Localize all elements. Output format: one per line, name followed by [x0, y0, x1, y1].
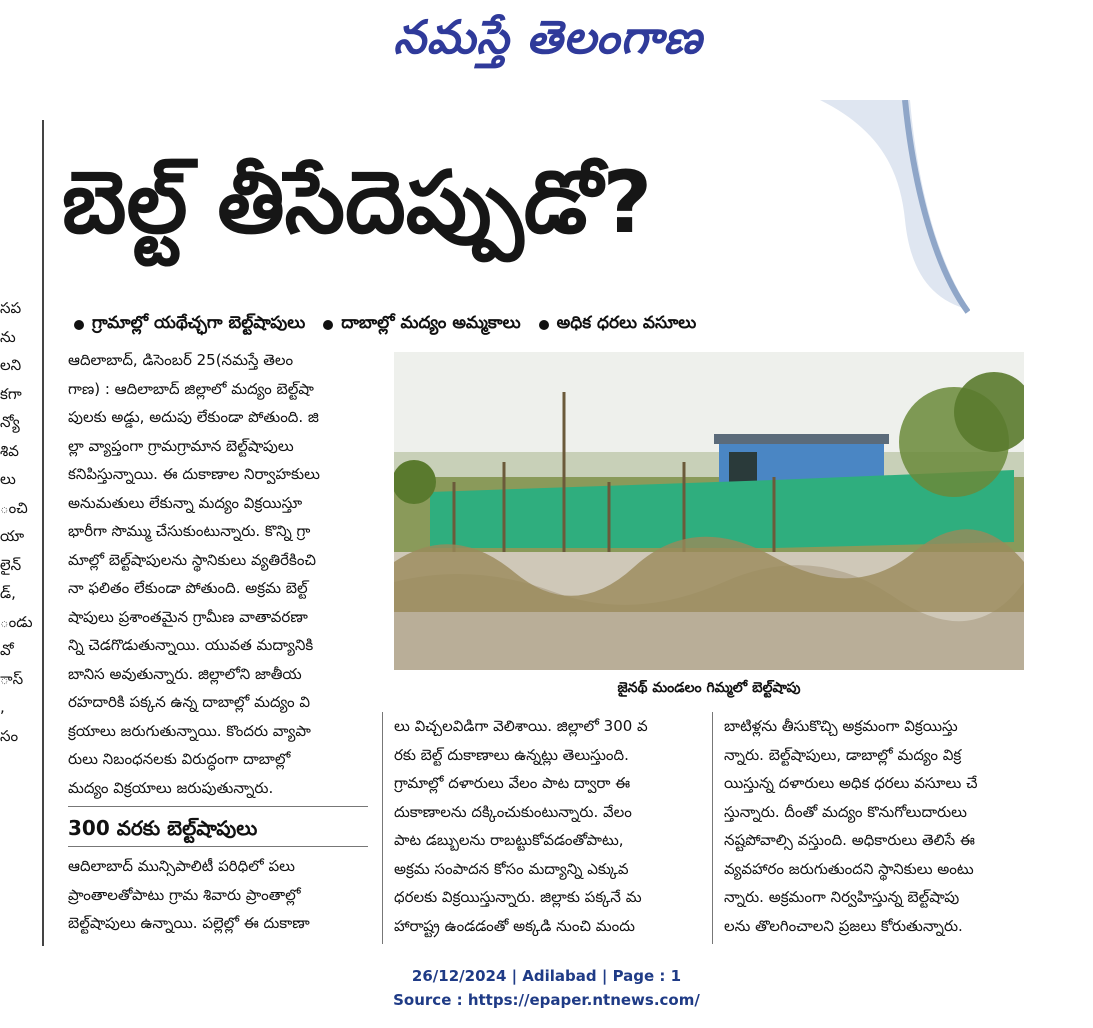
fragment-line: డ్,: [0, 584, 16, 602]
text-line: దుకాణాలను దక్కించుకుంటున్నారు. వేలం: [394, 802, 632, 821]
news-photo: [394, 352, 1024, 670]
article-column-3: [724, 712, 1024, 940]
text-line: బెల్ట్‌షాపులు ఉన్నాయి. పల్లెల్లో ఈ దుకాణా: [68, 914, 310, 932]
bullet-icon: [539, 320, 549, 330]
fragment-line: ాస్: [0, 669, 24, 688]
text-line: మద్యం విక్రయాలు జరుపుతున్నారు.: [68, 778, 274, 797]
text-line: బాటిళ్లను తీసుకొచ్చి అక్రమంగా విక్రయిస్తు: [724, 717, 958, 735]
text-line: న్ని చెడగొడుతున్నాయి. యువత మద్యానికి: [68, 636, 314, 654]
section-rule: [68, 846, 368, 847]
article-column-1: [68, 346, 368, 802]
subheadline-text: అధిక ధరలు వసూలు: [556, 313, 697, 333]
subheadline-item: [74, 313, 305, 337]
text-line: బానిస అవుతున్నారు. జిల్లాలోని జాతీయ: [68, 664, 302, 683]
text-line: లను తొలగించాలని ప్రజలు కోరుతున్నారు.: [724, 916, 963, 935]
text-line: హారాష్ట్ర ఉండడంతో అక్కడి నుంచి మందు: [394, 916, 635, 935]
fragment-line: ను: [0, 327, 16, 346]
text-line: లు విచ్చలవిడిగా వెలిశాయి. జిల్లాలో 300 వ: [394, 717, 648, 735]
footer-date-line: 26/12/2024 | Adilabad | Page : 1: [411, 967, 682, 985]
text-line: మాల్లో బెల్ట్‌షాపులను స్థానికులు వ్యతిరేకించి: [68, 550, 316, 569]
bullet-icon: [74, 320, 84, 330]
text-line: స్తున్నారు. దీంతో మద్యం కొనుగోలుదారులు: [724, 802, 967, 821]
subheadline-text: దాబాల్లో మద్యం అమ్మకాలు: [341, 313, 521, 333]
page-curl-graphic: [820, 100, 970, 320]
text-line: రకు బెల్ట్ దుకాణాలు ఉన్నట్లు తెలుస్తుంది.: [394, 745, 629, 764]
text-line: గ్రామాల్లో దళారులు వేలం పాట ద్వారా ఈ: [394, 774, 631, 792]
adjacent-column-fragment: [0, 294, 36, 944]
text-line: భారీగా సొమ్ము చేసుకుంటున్నారు. కొన్ని గ్రా: [68, 522, 311, 540]
fragment-line: లని: [0, 356, 22, 374]
text-line: రులు నిబంధనలకు విరుద్ధంగా దాబాల్లో: [68, 750, 291, 768]
fragment-line: సప: [0, 299, 22, 317]
section-heading: 300 వరకు బెల్ట్‌షాపులు: [68, 816, 258, 840]
fragment-line: వో: [0, 641, 14, 659]
text-line: ల్లా వ్యాప్తంగా గ్రామగ్రామాన బెల్ట్‌షాపులు: [68, 436, 294, 455]
fragment-line: సం: [0, 726, 19, 745]
fragment-line: లైన్: [0, 555, 22, 574]
bullet-icon: [323, 320, 333, 330]
photo-caption: జైనథ్ మండలం గిమ్మలో బెల్ట్‌షాపు: [617, 680, 801, 696]
text-line: న్నారు. బెల్ట్‌షాపులు, డాబాల్లో మద్యం విక్ర: [724, 745, 962, 764]
column-divider: [382, 712, 383, 944]
text-line: గాణ) : ఆదిలాబాద్ జిల్లాలో మద్యం బెల్ట్‌షా: [68, 379, 314, 398]
fragment-line: ంచి: [0, 498, 28, 517]
text-line: ఆదిలాబాద్, డిసెంబర్ 25(నమస్తే తెలం: [68, 351, 294, 369]
text-line: న్నారు. అక్రమంగా నిర్వహిస్తున్న బెల్ట్‌షాపు: [724, 888, 960, 906]
subheadline-item: [539, 313, 697, 337]
fragment-line: యా: [0, 527, 25, 545]
text-line: ప్రాంతాలతోపాటు గ్రామ శివారు ప్రాంతాల్లో: [68, 885, 301, 904]
section-rule: [68, 806, 368, 807]
headline: బెల్ట్ తీసేదెప్పుడో?: [62, 153, 653, 253]
text-line: ఆదిలాబాద్ మున్సిపాలిటీ పరిధిలో పలు: [68, 857, 295, 875]
footer-source-link[interactable]: Source : https://epaper.ntnews.com/: [393, 991, 700, 1009]
subheadline-text: గ్రామాల్లో యథేచ్ఛగా బెల్ట్‌షాపులు: [92, 313, 306, 333]
subheadline-bar: [74, 312, 904, 338]
article-column-2: [394, 712, 700, 940]
article-column-1b: [68, 852, 368, 938]
subheadline-item: [323, 313, 520, 337]
text-line: అక్రమ సంపాదన కోసం మద్యాన్ని ఎక్కువ: [394, 859, 629, 878]
text-line: ధరలకు విక్రయిస్తున్నారు. జిల్లాకు పక్కనే మ: [394, 888, 642, 906]
text-line: యిస్తున్న దళారులు అధిక ధరలు వసూలు చే: [724, 774, 978, 792]
column-divider: [42, 120, 44, 946]
text-line: నష్టపోవాల్సి వస్తుంది. అధికారులు తెలిసే ఈ: [724, 831, 975, 849]
text-line: పులకు అడ్డు, అదుపు లేకుండా పోతుంది. జి: [68, 408, 319, 426]
text-line: పాట డబ్బులను రాబట్టుకోవడంతోపాటు,: [394, 831, 624, 849]
fragment-line: కగా: [0, 384, 22, 403]
fragment-line: శివ: [0, 441, 19, 460]
text-line: అనుమతులు లేకున్నా మద్యం విక్రయిస్తూ: [68, 493, 303, 512]
text-line: షాపులు ప్రశాంతమైన గ్రామీణ వాతావరణా: [68, 607, 308, 626]
fragment-line: ండు: [0, 612, 33, 631]
text-line: కనిపిస్తున్నాయి. ఈ దుకాణాల నిర్వాహకులు: [68, 465, 320, 483]
text-line: నా ఫలితం లేకుండా పోతుంది. అక్రమ బెల్ట్: [68, 579, 308, 597]
fragment-line: ,: [0, 698, 5, 716]
text-line: క్రయాలు జరుగుతున్నాయి. కొందరు వ్యాపా: [68, 721, 311, 740]
page-footer: [300, 964, 793, 1014]
text-line: వ్యవహారం జరుగుతుందని స్థానికులు అంటు: [724, 859, 974, 878]
masthead-logo: నమస్తే తెలంగాణ: [393, 10, 703, 64]
fragment-line: న్యో: [0, 413, 20, 431]
column-divider: [712, 712, 713, 944]
fragment-line: లు: [0, 470, 16, 488]
text-line: రహదారికి పక్కన ఉన్న దాబాల్లో మద్యం వి: [68, 693, 311, 711]
